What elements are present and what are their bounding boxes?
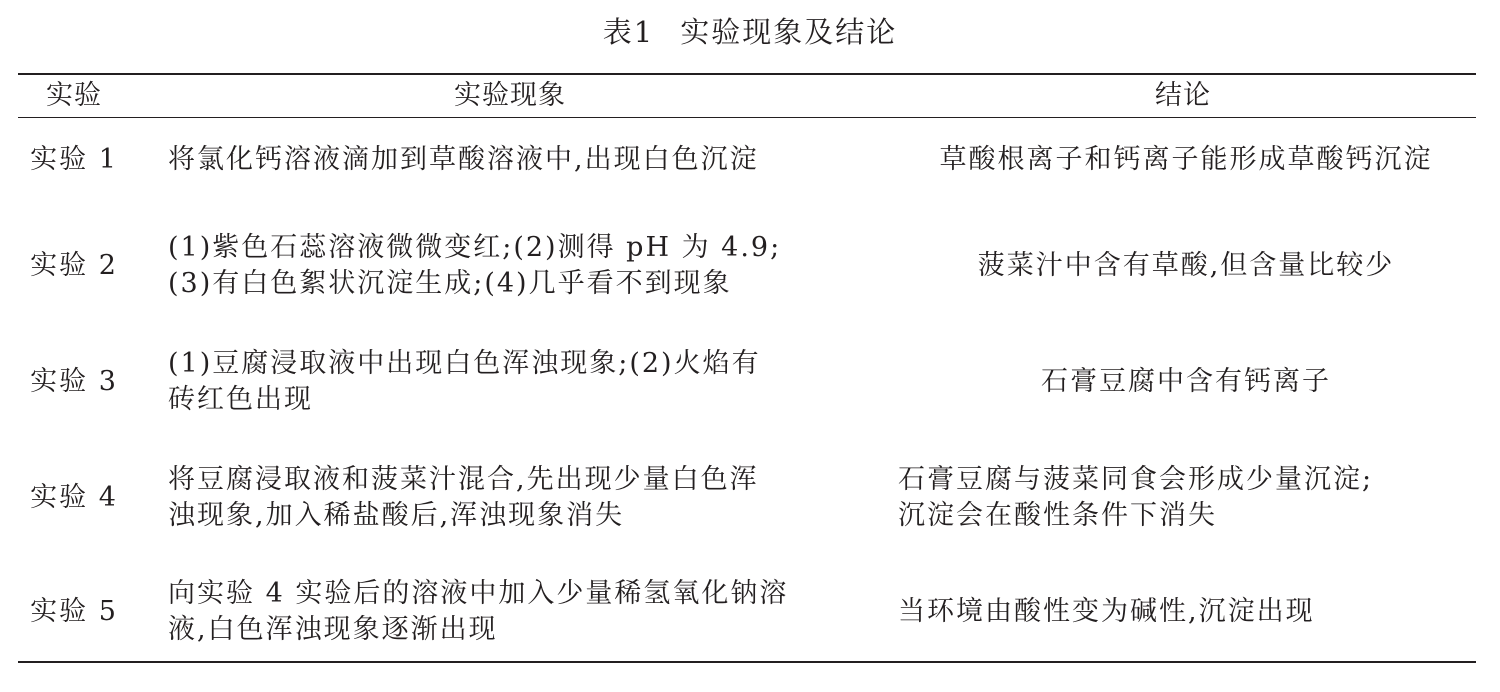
conclusion-line: 石膏豆腐与菠菜同食会形成少量沉淀; [898,464,1374,495]
phenomenon-line: (1)紫色石蕊溶液微微变红;(2)测得 pH 为 4.9; [168,232,782,263]
phenomenon-line: 将氯化钙溶液滴加到草酸溶液中,出现白色沉淀 [168,144,759,175]
cell-phenomenon [168,118,868,202]
cell-phenomenon [168,220,868,312]
table-caption [0,10,1500,54]
cell-phenomenon [168,566,868,658]
cell-experiment: 实验 1 [30,144,118,175]
cell-experiment: 实验 4 [30,482,118,513]
conclusion-line: 菠菜汁中含有草酸,但含量比较少 [977,250,1395,281]
cell-phenomenon [168,452,868,544]
table-row [18,220,1476,312]
phenomenon-line: 液,白色浑浊现象逐渐出现 [168,614,498,645]
table-row [18,118,1476,202]
cell-experiment: 实验 5 [30,596,118,627]
cell-conclusion [898,220,1474,312]
phenomenon-line: 砖红色出现 [168,384,313,415]
conclusion-line: 石膏豆腐中含有钙离子 [1041,366,1331,397]
cell-phenomenon [168,336,868,428]
table-row [18,566,1476,658]
table-title: 实验现象及结论 [680,15,898,49]
header-conclusion: 结论 [1155,80,1211,111]
conclusion-line: 沉淀会在酸性条件下消失 [898,500,1217,531]
conclusion-line: 当环境由酸性变为碱性,沉淀出现 [898,596,1315,627]
cell-experiment: 实验 3 [30,366,118,397]
cell-conclusion [898,566,1474,658]
table-number: 表1 [602,15,655,49]
table-row [18,452,1476,544]
header-phenomenon: 实验现象 [454,80,566,111]
phenomenon-line: (3)有白色絮状沉淀生成;(4)几乎看不到现象 [168,268,732,299]
cell-conclusion [898,336,1474,428]
cell-conclusion [898,118,1474,202]
table-row [18,336,1476,428]
phenomenon-line: (1)豆腐浸取液中出现白色浑浊现象;(2)火焰有 [168,348,761,379]
phenomenon-line: 浊现象,加入稀盐酸后,浑浊现象消失 [168,500,625,531]
header-experiment: 实验 [46,80,102,111]
phenomenon-line: 将豆腐浸取液和菠菜汁混合,先出现少量白色浑 [168,464,759,495]
table-bottom-rule [18,661,1476,663]
cell-conclusion [898,452,1474,544]
cell-experiment: 实验 2 [30,250,118,281]
phenomenon-line: 向实验 4 实验后的溶液中加入少量稀氢氧化钠溶 [168,578,789,609]
conclusion-line: 草酸根离子和钙离子能形成草酸钙沉淀 [939,144,1433,175]
